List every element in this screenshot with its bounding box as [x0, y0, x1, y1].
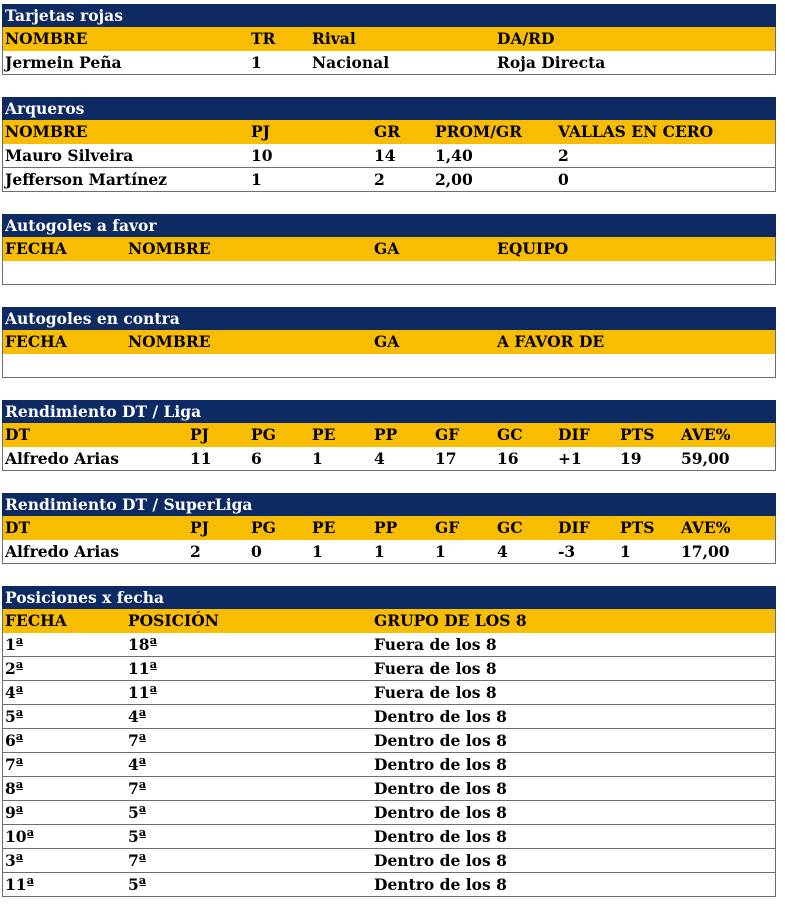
tarjetas-rojas-table — [2, 4, 776, 75]
table-cell: 6ª — [5, 731, 24, 750]
table-row — [2, 801, 776, 825]
table-cell: Dentro de los 8 — [374, 875, 507, 894]
column-header: DT — [5, 518, 30, 537]
table-cell: Dentro de los 8 — [374, 707, 507, 726]
table-row — [2, 51, 776, 75]
table-row — [2, 825, 776, 849]
column-header: A FAVOR DE — [497, 332, 605, 351]
table-row — [2, 681, 776, 705]
table-title: Autogoles en contra — [2, 307, 776, 330]
table-cell: Fuera de los 8 — [374, 683, 497, 702]
column-header: NOMBRE — [128, 332, 211, 351]
table-row — [2, 144, 776, 168]
table-title: Rendimiento DT / SuperLiga — [2, 493, 776, 516]
column-header: PJ — [190, 518, 209, 537]
column-header: GA — [374, 332, 400, 351]
table-cell: Dentro de los 8 — [374, 827, 507, 846]
table-cell: 1ª — [5, 635, 24, 654]
table-cell: 4ª — [128, 755, 147, 774]
table-row — [2, 261, 776, 285]
column-header: PP — [374, 425, 398, 444]
table-row — [2, 633, 776, 657]
table-cell: 11ª — [5, 875, 35, 894]
column-header: NOMBRE — [5, 29, 88, 48]
table-title: Autogoles a favor — [2, 214, 776, 237]
table-cell: 8ª — [5, 779, 24, 798]
table-cell: Fuera de los 8 — [374, 659, 497, 678]
table-row — [2, 354, 776, 378]
column-header: PE — [312, 518, 336, 537]
table-header — [2, 237, 776, 261]
table-cell: Jermein Peña — [5, 53, 122, 72]
table-cell: 16 — [497, 449, 519, 468]
table-row — [2, 849, 776, 873]
table-cell: 7ª — [128, 779, 147, 798]
column-header: NOMBRE — [128, 239, 211, 258]
table-cell: 1 — [251, 53, 262, 72]
table-cell: 17,00 — [681, 542, 730, 561]
table-cell: 4 — [497, 542, 508, 561]
table-cell: 4ª — [5, 683, 24, 702]
column-header: EQUIPO — [497, 239, 569, 258]
column-header: PTS — [620, 425, 655, 444]
table-cell: 2 — [190, 542, 201, 561]
table-cell: 2,00 — [435, 170, 473, 189]
table-cell: 19 — [620, 449, 642, 468]
column-header: FECHA — [5, 239, 67, 258]
table-title: Arqueros — [2, 97, 776, 120]
table-cell: Alfredo Arias — [5, 449, 120, 468]
dt-liga-table — [2, 400, 776, 471]
table-cell: 11 — [190, 449, 212, 468]
table-row — [2, 540, 776, 564]
table-cell: 5ª — [128, 803, 147, 822]
table-cell: 1 — [312, 542, 323, 561]
table-cell: 18ª — [128, 635, 158, 654]
table-cell: Dentro de los 8 — [374, 731, 507, 750]
column-header: PE — [312, 425, 336, 444]
table-cell: Jefferson Martínez — [5, 170, 168, 189]
table-cell: 1 — [435, 542, 446, 561]
posiciones-table — [2, 586, 776, 897]
table-cell: 9ª — [5, 803, 24, 822]
table-cell: 1 — [312, 449, 323, 468]
column-header: FECHA — [5, 332, 67, 351]
table-cell: Dentro de los 8 — [374, 851, 507, 870]
table-cell: 0 — [251, 542, 262, 561]
table-row — [2, 753, 776, 777]
table-cell: 1 — [374, 542, 385, 561]
table-cell: 4ª — [128, 707, 147, 726]
column-header: POSICIÓN — [128, 611, 219, 630]
table-cell: 10ª — [5, 827, 35, 846]
column-header: DT — [5, 425, 30, 444]
table-title: Posiciones x fecha — [2, 586, 776, 609]
table-cell: 17 — [435, 449, 457, 468]
column-header: GF — [435, 518, 460, 537]
table-header — [2, 330, 776, 354]
column-header: Rival — [312, 29, 356, 48]
column-header: GRUPO DE LOS 8 — [374, 611, 527, 630]
table-cell: Dentro de los 8 — [374, 755, 507, 774]
column-header: GC — [497, 518, 523, 537]
table-row — [2, 777, 776, 801]
table-cell: 11ª — [128, 683, 158, 702]
table-cell: 59,00 — [681, 449, 730, 468]
table-cell: 0 — [558, 170, 569, 189]
table-cell: Alfredo Arias — [5, 542, 120, 561]
column-header: TR — [251, 29, 276, 48]
column-header: DIF — [558, 518, 590, 537]
table-row — [2, 729, 776, 753]
column-header: PJ — [190, 425, 209, 444]
table-title: Tarjetas rojas — [2, 4, 776, 27]
table-row — [2, 705, 776, 729]
column-header: AVE% — [681, 518, 731, 537]
column-header: NOMBRE — [5, 122, 88, 141]
column-header: AVE% — [681, 425, 731, 444]
column-header: GF — [435, 425, 460, 444]
column-header: PJ — [251, 122, 270, 141]
table-cell: Nacional — [312, 53, 390, 72]
table-cell: 7ª — [128, 851, 147, 870]
column-header: VALLAS EN CERO — [558, 122, 714, 141]
column-header: PP — [374, 518, 398, 537]
table-cell: Dentro de los 8 — [374, 779, 507, 798]
table-cell: 10 — [251, 146, 273, 165]
table-cell: 5ª — [128, 827, 147, 846]
column-header: PTS — [620, 518, 655, 537]
table-cell: 2 — [374, 170, 385, 189]
table-row — [2, 873, 776, 897]
column-header: PG — [251, 518, 276, 537]
autogoles-contra-table — [2, 307, 776, 378]
column-header: FECHA — [5, 611, 67, 630]
table-header — [2, 27, 776, 51]
table-header — [2, 609, 776, 633]
dt-superliga-table — [2, 493, 776, 564]
column-header: GA — [374, 239, 400, 258]
table-cell: Dentro de los 8 — [374, 803, 507, 822]
table-cell: 2 — [558, 146, 569, 165]
autogoles-favor-table — [2, 214, 776, 285]
column-header: DIF — [558, 425, 590, 444]
table-cell: 14 — [374, 146, 396, 165]
table-row — [2, 447, 776, 471]
table-cell: Fuera de los 8 — [374, 635, 497, 654]
table-cell: 1 — [251, 170, 262, 189]
table-cell: 1 — [620, 542, 631, 561]
column-header: GR — [374, 122, 401, 141]
table-cell: +1 — [558, 449, 582, 468]
table-cell: Roja Directa — [497, 53, 606, 72]
table-header — [2, 423, 776, 447]
column-header: PROM/GR — [435, 122, 522, 141]
table-cell: 5ª — [128, 875, 147, 894]
table-cell: 6 — [251, 449, 262, 468]
table-cell: 1,40 — [435, 146, 473, 165]
arqueros-table — [2, 97, 776, 192]
column-header: GC — [497, 425, 523, 444]
table-header — [2, 120, 776, 144]
column-header: DA/RD — [497, 29, 555, 48]
table-title: Rendimiento DT / Liga — [2, 400, 776, 423]
table-cell: 5ª — [5, 707, 24, 726]
table-cell: 11ª — [128, 659, 158, 678]
table-cell: 7ª — [128, 731, 147, 750]
table-cell: 2ª — [5, 659, 24, 678]
table-header — [2, 516, 776, 540]
table-cell: 4 — [374, 449, 385, 468]
table-cell: 7ª — [5, 755, 24, 774]
table-cell: Mauro Silveira — [5, 146, 134, 165]
table-row — [2, 168, 776, 192]
table-cell: -3 — [558, 542, 576, 561]
table-row — [2, 657, 776, 681]
table-cell: 3ª — [5, 851, 24, 870]
column-header: PG — [251, 425, 276, 444]
